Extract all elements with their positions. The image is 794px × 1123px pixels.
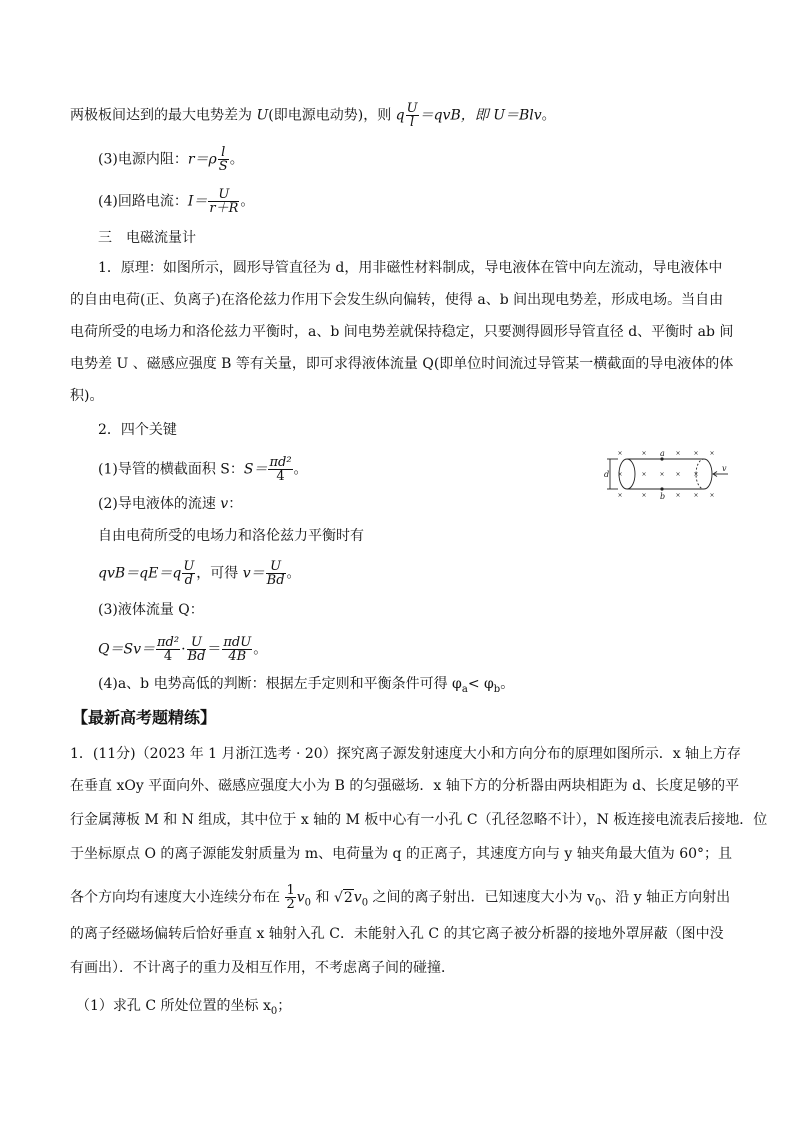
denominator: S [218, 159, 228, 174]
text: (4)回路电流： [98, 193, 188, 210]
line-emf [70, 102, 556, 129]
var-q: q [395, 107, 405, 124]
equation-text: v＝ [242, 565, 265, 582]
line-speed-formula [98, 560, 301, 587]
denominator: r＋R [209, 201, 239, 216]
text: 。 [293, 461, 308, 478]
equation-text: qvB＝qE＝q [98, 565, 182, 582]
line-speed [98, 494, 242, 514]
fraction [156, 636, 180, 663]
text: ： [228, 496, 243, 512]
fraction [266, 560, 286, 587]
line-flow-title: (3)液体流量 Q： [98, 602, 204, 618]
numerator: 1 [286, 883, 295, 898]
var-U: U [256, 107, 269, 124]
text: (即电源电动势)，则 [268, 107, 396, 124]
line-flow-formula [98, 636, 267, 663]
equals: ＝ [207, 641, 222, 658]
text: 、沿 y 轴正方向射出 [601, 889, 731, 906]
cross-mark: × [641, 471, 647, 478]
paragraph-line: 电荷所受的电场力和洛伦兹力平衡时，a、b 间电势差就保持稳定，只要测得圆形导管直径 d、平衡时 ab 间 [70, 324, 734, 340]
denominator: Bd [266, 573, 285, 588]
text: 之间的离子射出．已知速度大小为 v [368, 889, 595, 906]
dot: · [181, 641, 186, 658]
denominator: Bd [187, 649, 206, 664]
equation-result: U＝Blv [493, 107, 542, 124]
fraction [222, 636, 252, 663]
cross-mark: × [617, 492, 623, 499]
numerator: πdU [223, 635, 252, 650]
numerator: πd² [156, 635, 180, 650]
text: 三 电磁流量计 [98, 230, 196, 246]
text: (3)电源内阻： [98, 151, 188, 168]
text: (1)导管的横截面积 S： [98, 461, 244, 478]
question-line: 于坐标原点 O 的离子源能发射质量为 m、电荷量为 q 的正离子，其速度方向与 y 轴夹角最大值为 60°；且 [70, 846, 733, 862]
question-line: 的离子经磁场偏转后恰好垂直 x 轴射入孔 C．未能射入孔 C 的其它离子被分析器的接地外罩屏蔽（图中没 [70, 926, 724, 942]
cross-mark: × [617, 471, 623, 478]
denominator: l [410, 115, 415, 130]
fraction [268, 456, 292, 483]
text: 。 [229, 151, 244, 168]
cross-mark: × [641, 450, 647, 457]
fraction [285, 884, 295, 911]
question-part [76, 996, 291, 1022]
equation-text: r＝ρ [187, 151, 217, 168]
numerator: U [266, 560, 286, 574]
denominator: 4 [163, 649, 173, 664]
equation-text: Q＝Sv＝ [98, 641, 155, 658]
section-title [98, 228, 196, 248]
text: （1）求孔 C 所处位置的坐标 x [76, 998, 271, 1014]
cross-mark: × [693, 492, 699, 499]
section-heading: 【最新高考题精练】 [72, 708, 217, 727]
cross-mark: × [675, 450, 681, 457]
var-v: v [220, 496, 229, 512]
numerator: U [208, 188, 239, 202]
subscript: 0 [361, 897, 369, 909]
pipe-right-end [704, 459, 712, 489]
cross-mark: × [693, 450, 699, 457]
question-line: 在垂直 xOy 平面向外、磁感应强度大小为 B 的匀强磁场．x 轴下方的分析器由两块相距为 d、长度足够的平 [70, 778, 740, 794]
question-line: 行金属薄板 M 和 N 组成，其中位于 x 轴的 M 板中心有一小孔 C（孔径忽略不计），N 板连接电流表后接地．位 [70, 812, 768, 828]
var-v: v [353, 889, 362, 906]
question-line [70, 884, 730, 913]
label-v: v [722, 464, 727, 473]
numerator: U [406, 101, 418, 116]
text: ； [277, 998, 292, 1014]
line-potential [98, 674, 514, 700]
var-v: v [296, 889, 305, 906]
cross-mark: × [709, 450, 715, 457]
paragraph-line: 电势差 U 、磁感应强度 B 等有关量，即可求得液体流量 Q(即单位时间流过导管某一横截面的导电液体的体 [70, 356, 734, 372]
radicand: 2 [343, 889, 353, 906]
fraction [406, 102, 419, 129]
equation-text: S＝ [243, 461, 268, 478]
subscript: a [461, 683, 468, 695]
subheading: 2．四个关键 [98, 422, 177, 438]
numerator: πd² [269, 455, 292, 470]
subscript: b [493, 683, 501, 695]
question-line: 有画出）．不计离子的重力及相互作用，不考虑离子间的碰撞． [70, 960, 455, 976]
subscript: 0 [270, 1005, 278, 1017]
equation-text: ＝qvB，即 [419, 107, 494, 124]
text: (2)导电液体的流速 [98, 496, 221, 512]
question-line: 1．(11分)（2023 年 1 月浙江选考 · 20）探究离子源发射速度大小和方向分布的原理如图所示．x 轴上方存 [70, 746, 742, 762]
line-balance: 自由电荷所受的电场力和洛伦兹力平衡时有 [98, 528, 364, 544]
numerator: U [187, 636, 207, 650]
denominator: 4 [276, 469, 285, 484]
cross-mark: × [659, 471, 665, 478]
flowmeter-diagram [604, 448, 734, 500]
fraction [182, 560, 195, 587]
text: 两极板间达到的最大电势差为 [70, 107, 257, 124]
paragraph-line: 1．原理：如图所示，圆形导管直径为 d，用非磁性材料制成，导电液体在管中向左流动，导电液体中 [98, 260, 723, 276]
sqrt: √2 [333, 889, 353, 906]
denominator: 2 [286, 897, 295, 912]
label-a: a [660, 449, 665, 458]
paragraph-line: 积)。 [70, 388, 104, 404]
subscript: 0 [304, 897, 312, 909]
line-loop-current [98, 188, 254, 215]
text: 。 [286, 565, 301, 582]
fraction [187, 636, 207, 663]
denominator: 4B [228, 649, 247, 664]
text: 。 [253, 641, 268, 658]
fraction [208, 188, 239, 215]
text: ，可得 [196, 565, 243, 582]
cross-mark: × [617, 450, 623, 457]
line-internal-resistance [98, 146, 244, 173]
numerator: U [183, 559, 195, 574]
denominator: d [184, 573, 193, 588]
equation-text: I＝ [187, 193, 208, 210]
label-d: d [604, 470, 610, 479]
cross-mark: × [709, 492, 715, 499]
line-area [98, 456, 308, 483]
electrode-b [660, 487, 663, 490]
text: 各个方向均有速度大小连续分布在 [70, 889, 285, 906]
cross-mark: × [675, 471, 681, 478]
cross-mark: × [693, 471, 699, 478]
text: (4)a、b 电势高低的判断：根据左手定则和平衡条件可得 φ [98, 676, 462, 692]
text: 。 [500, 676, 515, 692]
text: 。 [541, 107, 556, 124]
text: 和 [311, 889, 334, 906]
text: 。 [240, 193, 255, 210]
subscript: 0 [594, 897, 602, 909]
label-b: b [660, 492, 666, 500]
text: < φ [467, 676, 494, 692]
numerator: l [218, 146, 229, 160]
cross-mark: × [675, 492, 681, 499]
cross-mark: × [641, 492, 647, 499]
paragraph-line: 的自由电荷(正、负离子)在洛伦兹力作用下会发生纵向偏转，使得 a、b 间出现电势差，形成电场。当自由 [70, 292, 724, 308]
fraction [218, 146, 229, 173]
